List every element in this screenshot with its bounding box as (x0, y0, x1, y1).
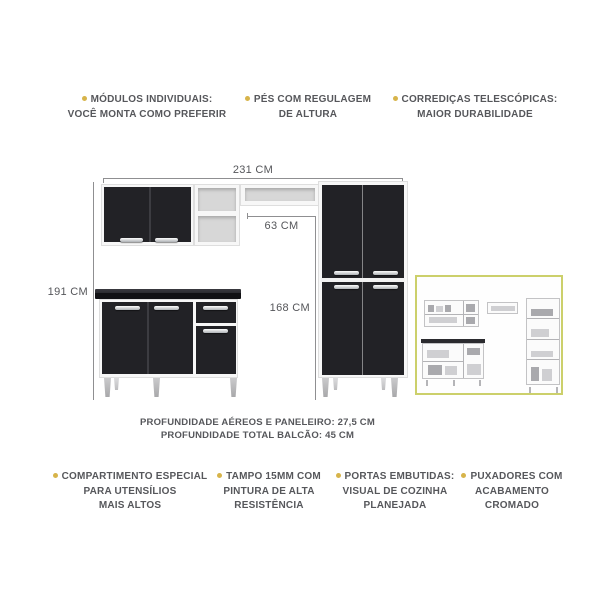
total-width-dimension: 231 CM (232, 164, 274, 176)
cabinet-leg (322, 378, 329, 397)
inset-pot (467, 364, 481, 375)
tall-cabinet-upper-doors (322, 185, 404, 278)
feature-text: VISUAL DE COZINHA (342, 485, 448, 497)
feature-text: ACABAMENTO (474, 485, 550, 497)
shelf-niche (245, 188, 315, 201)
wide-top-niche (240, 184, 320, 206)
feature-individual-modules (52, 92, 242, 122)
feature-line (451, 470, 573, 485)
tall-cabinet-lower-doors (322, 282, 404, 375)
inset-pot (467, 348, 480, 355)
feature-text: PLANEJADA (363, 500, 427, 511)
bullet-icon (461, 473, 466, 478)
door-handle (154, 306, 179, 310)
base-cabinet (99, 299, 238, 378)
feature-line (207, 470, 331, 485)
feature-text: VOCÊ MONTA COMO PREFERIR (67, 109, 227, 120)
bullet-icon (217, 473, 222, 478)
base-cabinet-countertop (95, 289, 241, 299)
tall-unit-height-dimension-line (315, 216, 316, 400)
inset-leg (529, 387, 531, 393)
feature-text: MAIOR DURABILIDADE (417, 109, 533, 120)
inset-dish (436, 306, 443, 312)
inset-shelf-line (527, 339, 559, 340)
door-handle (373, 271, 398, 275)
bullet-icon (53, 473, 58, 478)
base-cabinet-drawer (196, 302, 236, 323)
inset-leg (479, 380, 481, 386)
door-handle (120, 238, 143, 242)
feature-text: MAIS ALTOS (98, 500, 162, 511)
open-view-inset (415, 275, 563, 395)
inset-pot (428, 365, 442, 375)
inset-pot (445, 366, 457, 375)
cabinet-leg (391, 378, 398, 397)
door-gap (362, 282, 363, 375)
niche-width-dimension: 63 CM (264, 220, 299, 232)
bullet-icon (82, 96, 87, 101)
door-handle (334, 285, 359, 289)
feature-text: TAMPO 15MM COM (226, 471, 321, 482)
tall-cabinet (318, 181, 408, 378)
inset-tall-cabinet-thumb (526, 298, 560, 385)
total-height-dimension: 191 CM (47, 286, 88, 298)
depth-note-line: PROFUNDIDADE TOTAL BALCÃO: 45 CM (160, 430, 355, 441)
inset-shelf-line (527, 318, 559, 319)
door-handle (373, 285, 398, 289)
inset-dish (445, 305, 451, 312)
dimension-tick (247, 213, 248, 219)
feature-built-in-doors (334, 470, 456, 514)
feature-line (238, 92, 378, 107)
inset-wall-cabinet-thumb (424, 300, 479, 327)
inset-dish (429, 317, 457, 323)
cabinet-leg (104, 378, 111, 397)
door-gap (147, 302, 149, 374)
feature-text: PARA UTENSÍLIOS (83, 485, 177, 497)
feature-text: PINTURA DE ALTA (223, 485, 315, 497)
cabinet-leg (153, 378, 160, 397)
inset-dish (531, 329, 549, 337)
door-handle (155, 238, 178, 242)
base-cabinet-doors (102, 302, 193, 374)
cabinet-leg (230, 378, 237, 397)
inset-dish (466, 317, 475, 324)
shelf-niche (198, 216, 236, 242)
door-gap (362, 185, 363, 278)
inset-dish (531, 351, 553, 357)
feature-15mm-top (207, 470, 331, 514)
height-dimension-line (93, 182, 94, 400)
feature-text: PORTAS EMBUTIDAS: (344, 471, 455, 482)
feature-line (390, 92, 560, 107)
feature-telescopic-slides (390, 92, 560, 122)
feature-text: CROMADO (484, 500, 540, 511)
feature-text: DE ALTURA (278, 109, 338, 120)
inset-dish (531, 309, 553, 316)
cabinet-leg (114, 378, 119, 390)
inset-shelf-line (425, 314, 478, 315)
inset-shelf-line (527, 359, 559, 360)
bullet-icon (336, 473, 341, 478)
shelf-niche (198, 188, 236, 211)
feature-line (52, 92, 242, 107)
depth-note-line: PROFUNDIDADE AÉREOS E PANELEIRO: 27,5 CM (140, 417, 375, 428)
feature-text: CORREDIÇAS TELESCÓPICAS: (401, 94, 558, 105)
wall-cabinet-doors (104, 187, 191, 242)
depth-notes (110, 416, 405, 442)
bullet-icon (245, 96, 250, 101)
inset-dish (491, 306, 515, 311)
inset-leg (453, 380, 455, 386)
inset-dish (428, 305, 434, 312)
feature-tall-utensil-compartment (52, 470, 208, 514)
feature-text: RESISTÊNCIA (234, 500, 304, 511)
dimension-tick (103, 178, 104, 183)
door-gap (149, 187, 151, 242)
inset-divider-line (463, 301, 464, 326)
width-dimension-line (103, 178, 403, 179)
inset-jar (542, 369, 552, 381)
open-shelf-module (194, 184, 240, 246)
inset-jar (531, 367, 539, 381)
door-handle (334, 271, 359, 275)
door-handle (115, 306, 140, 310)
inset-dish (466, 304, 475, 312)
niche-width-dimension-line (247, 216, 316, 217)
feature-line (334, 470, 456, 485)
base-cabinet-right-door (196, 326, 236, 374)
inset-base-cabinet-thumb (422, 343, 484, 379)
inset-shelf-line (423, 361, 463, 362)
feature-adjustable-feet (238, 92, 378, 122)
inset-shelf-thumb (487, 302, 518, 314)
cabinet-leg (333, 378, 338, 390)
feature-text: COMPARTIMENTO ESPECIAL (61, 471, 208, 482)
feature-text: PUXADORES COM (470, 471, 563, 482)
wall-cabinet (101, 184, 194, 246)
cabinet-leg (381, 378, 386, 390)
drawer-handle (203, 306, 228, 310)
door-handle (203, 329, 228, 333)
feature-line (52, 470, 208, 485)
inset-divider-line (463, 344, 464, 378)
inset-pot (427, 350, 449, 358)
inset-leg (556, 387, 558, 393)
bullet-icon (393, 96, 398, 101)
inset-leg (426, 380, 428, 386)
feature-text: MÓDULOS INDIVIDUAIS: (90, 94, 213, 105)
tall-unit-height-dimension: 168 CM (269, 302, 310, 314)
feature-chrome-handles (451, 470, 573, 514)
feature-text: PÉS COM REGULAGEM (253, 94, 372, 105)
